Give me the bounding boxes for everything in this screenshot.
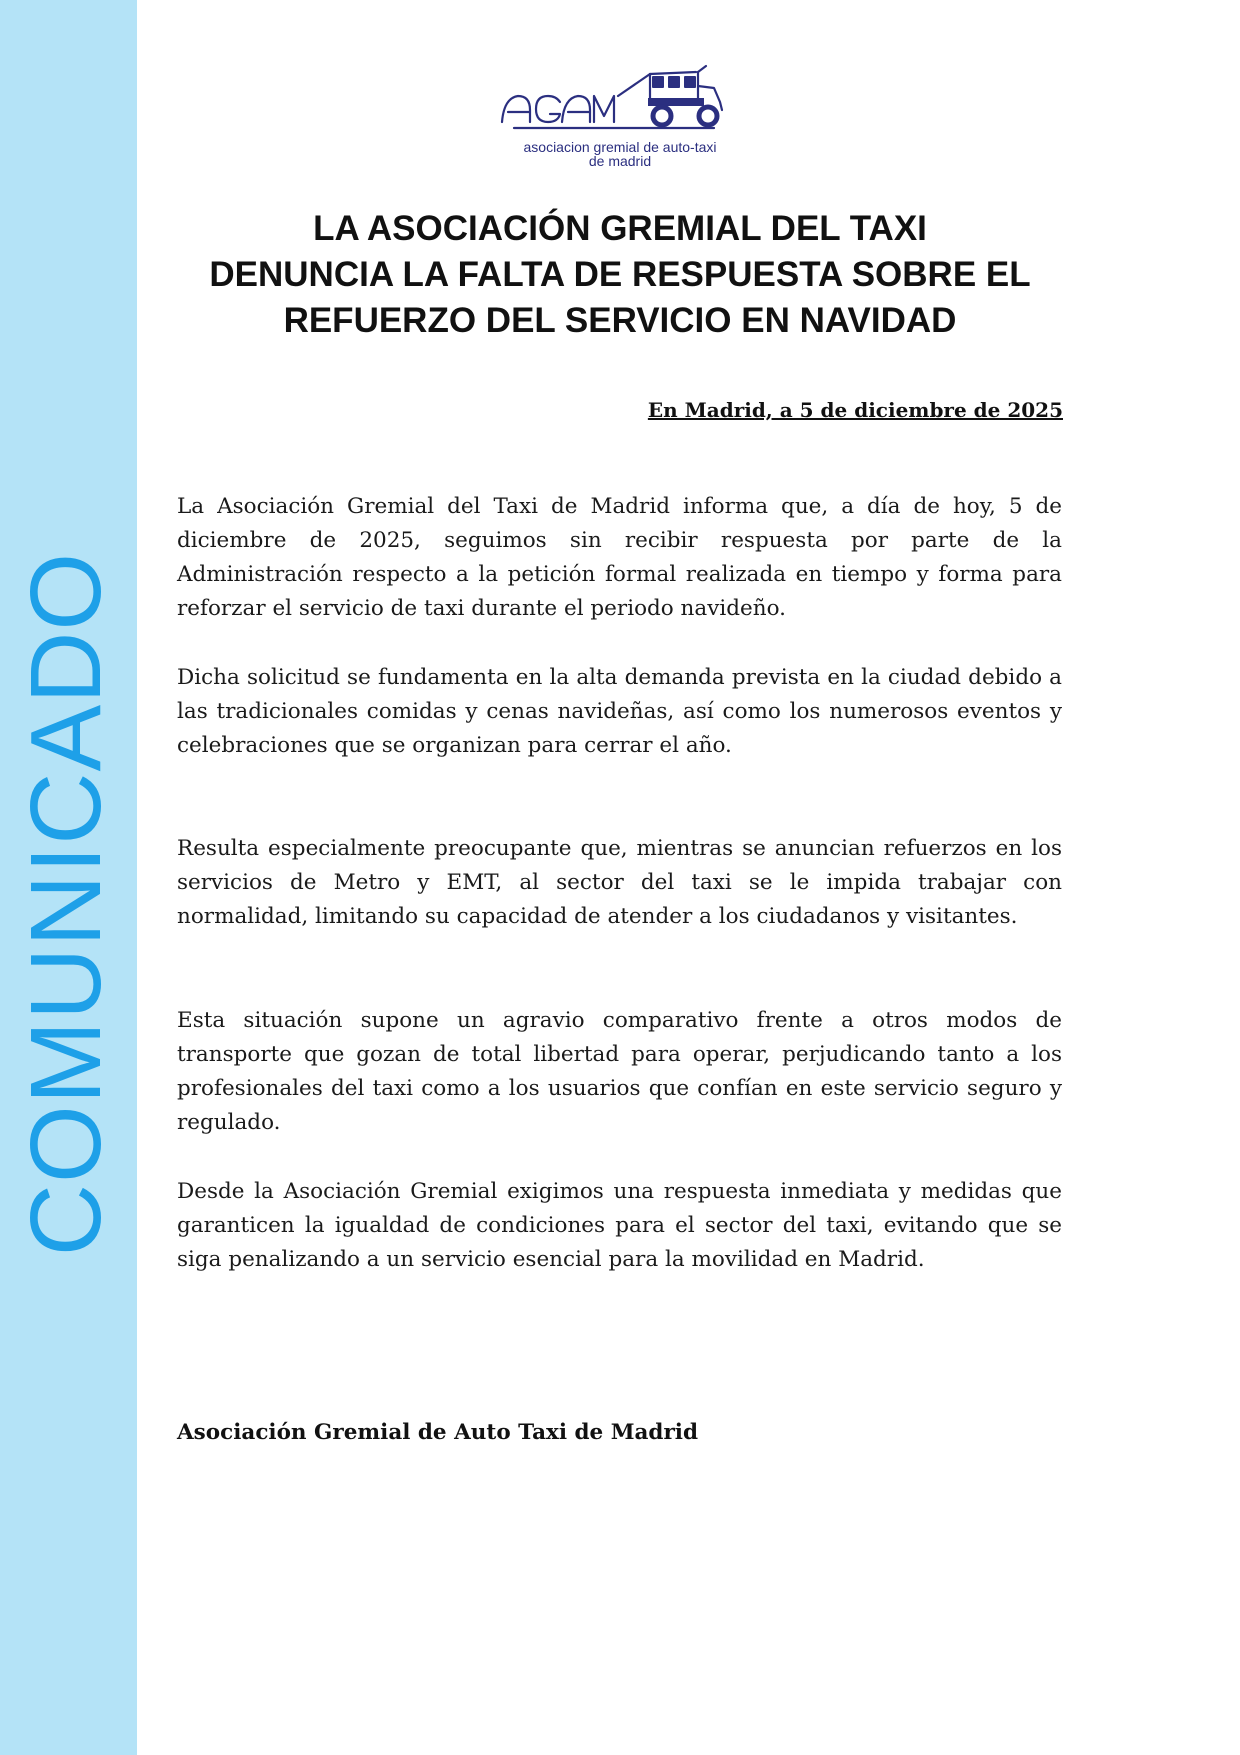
- body-paragraph: Dicha solicitud se fundamenta en la alta demanda prevista en la ciudad debido a las tradicionales comidas y cenas navideñas, así como los numerosos eventos y celebraciones que se organizan para cerrar el año.: [177, 665, 1062, 758]
- dateline: En Madrid, a 5 de diciembre de 2025: [647, 398, 1063, 422]
- title-line: DENUNCIA LA FALTA DE RESPUESTA SOBRE EL: [209, 255, 1031, 294]
- logo-text-line1: asociacion gremial de auto-taxi: [523, 139, 717, 155]
- signature: Asociación Gremial de Auto Taxi de Madrid: [177, 1420, 698, 1445]
- body-paragraph: Esta situación supone un agravio comparativo frente a otros modos de transporte que gozan de total libertad para operar, perjudicando tanto a los profesionales del taxi como a los usuarios que confían en este servicio seguro y regulado.: [177, 1008, 1062, 1135]
- comunicado-label: COMUNICADO: [10, 551, 122, 1257]
- logo-text-line2: de madrid: [588, 153, 652, 169]
- title-line: REFUERZO DEL SERVICIO EN NAVIDAD: [283, 301, 957, 340]
- body-paragraph: Desde la Asociación Gremial exigimos una respuesta inmediata y medidas que garanticen la igualdad de condiciones para el sector del taxi, evitando que se siga penalizando a un servicio esencial para la movilidad en Madrid.: [177, 1179, 1062, 1272]
- side-banner: [0, 0, 137, 1755]
- body-paragraph: La Asociación Gremial del Taxi de Madrid informa que, a día de hoy, 5 de diciembre de 2025, seguimos sin recibir respuesta por parte de la Administración respecto a la petición formal realizada en tiempo y forma para reforzar el servicio de taxi durante el periodo navideño.: [177, 494, 1062, 621]
- title-line: LA ASOCIACIÓN GREMIAL DEL TAXI: [313, 209, 927, 248]
- page-title: [160, 206, 1080, 344]
- body-paragraph: Resulta especialmente preocupante que, mientras se anuncian refuerzos en los servicios de Metro y EMT, al sector del taxi se le impida trabajar con normalidad, limitando su capacidad de atender a los ciudadanos y visitantes.: [177, 836, 1062, 929]
- vintage-taxi-car-icon: [500, 62, 740, 142]
- agam-logo: [500, 62, 740, 172]
